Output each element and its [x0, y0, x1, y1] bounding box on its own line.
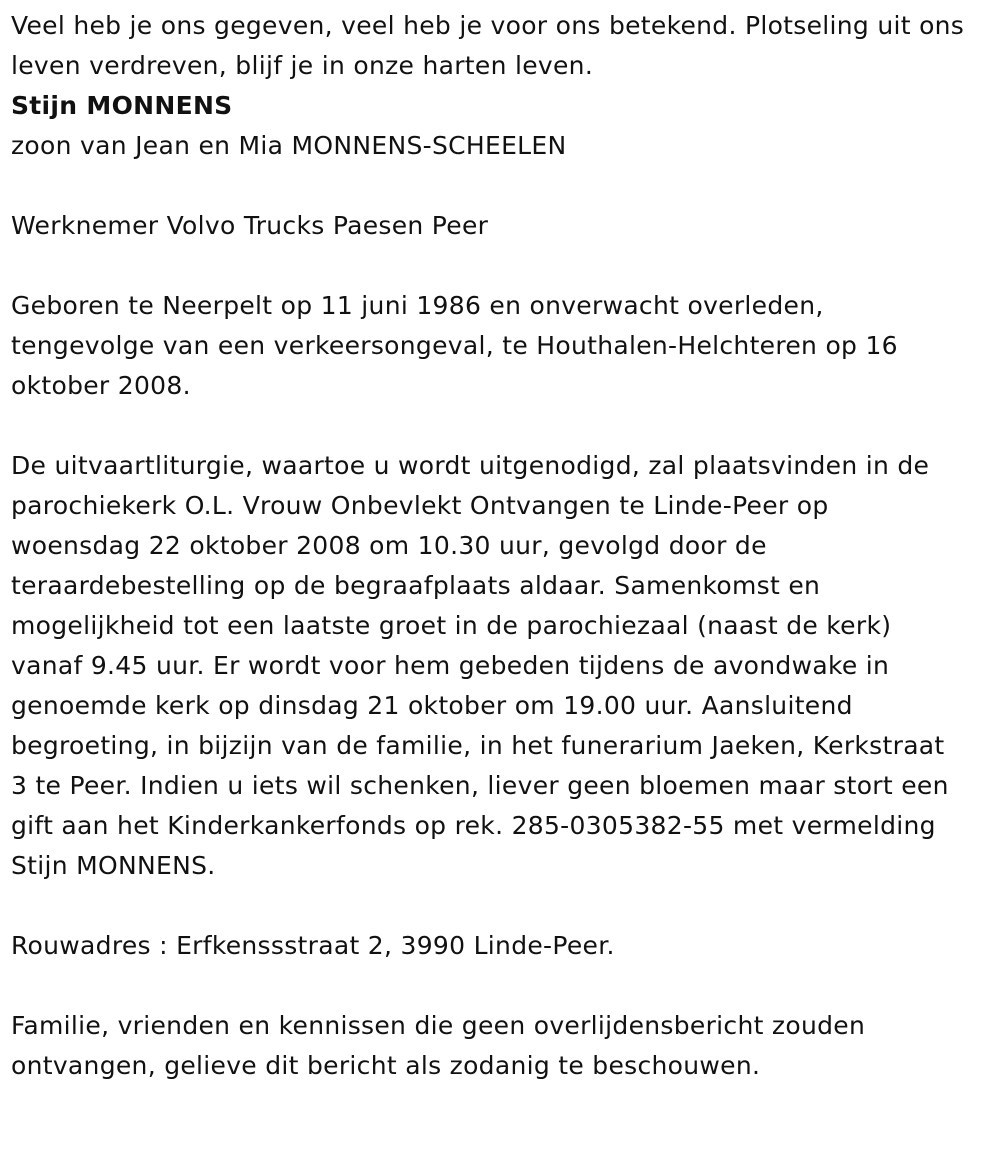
obituary-text [11, 6, 996, 1086]
funeral-paragraph: De uitvaartliturgie, waartoe u wordt uitgenodigd, zal plaatsvinden in de parochiekerk O.L. Vrouw Onbevlekt Ontvangen te Linde-Peer op woensdag 22 oktober 2008 om 10.30 uur, gevolgd door de teraardebestelling op de begraafplaats aldaar. Samenkomst en mogelijkheid tot een laatste groet in de parochiezaal (naast de kerk) vanaf 9.45 uur. Er wordt voor hem gebeden tijdens de avondwake in genoemde kerk op dinsdag 21 oktober om 19.00 uur. Aansluitend begroeting, in bijzijn van de familie, in het funerarium Jaeken, Kerkstraat 3 te Peer. Indien u iets wil schenken, liever geen bloemen maar stort een gift aan het Kinderkankerfonds op rek. 285-0305382-55 met vermelding Stijn MONNENS. [11, 451, 949, 880]
deceased-name: Stijn MONNENS [11, 91, 233, 120]
parents-line: zoon van Jean en Mia MONNENS-SCHEELEN [11, 131, 567, 160]
motto-paragraph: Veel heb je ons gegeven, veel heb je voor ons betekend. Plotseling uit ons leven verdreven, blijf je in onze harten leven. [11, 11, 965, 80]
mourning-address: Rouwadres : Erfkenssstraat 2, 3990 Linde-Peer. [11, 931, 615, 960]
employer-line: Werknemer Volvo Trucks Paesen Peer [11, 211, 489, 240]
closing-paragraph: Familie, vrienden en kennissen die geen overlijdensbericht zouden ontvangen, gelieve dit bericht als zodanig te beschouwen. [11, 1011, 866, 1080]
birth-death-paragraph: Geboren te Neerpelt op 11 juni 1986 en onverwacht overleden, tengevolge van een verkeersongeval, te Houthalen-Helchteren op 16 oktober 2008. [11, 291, 898, 400]
